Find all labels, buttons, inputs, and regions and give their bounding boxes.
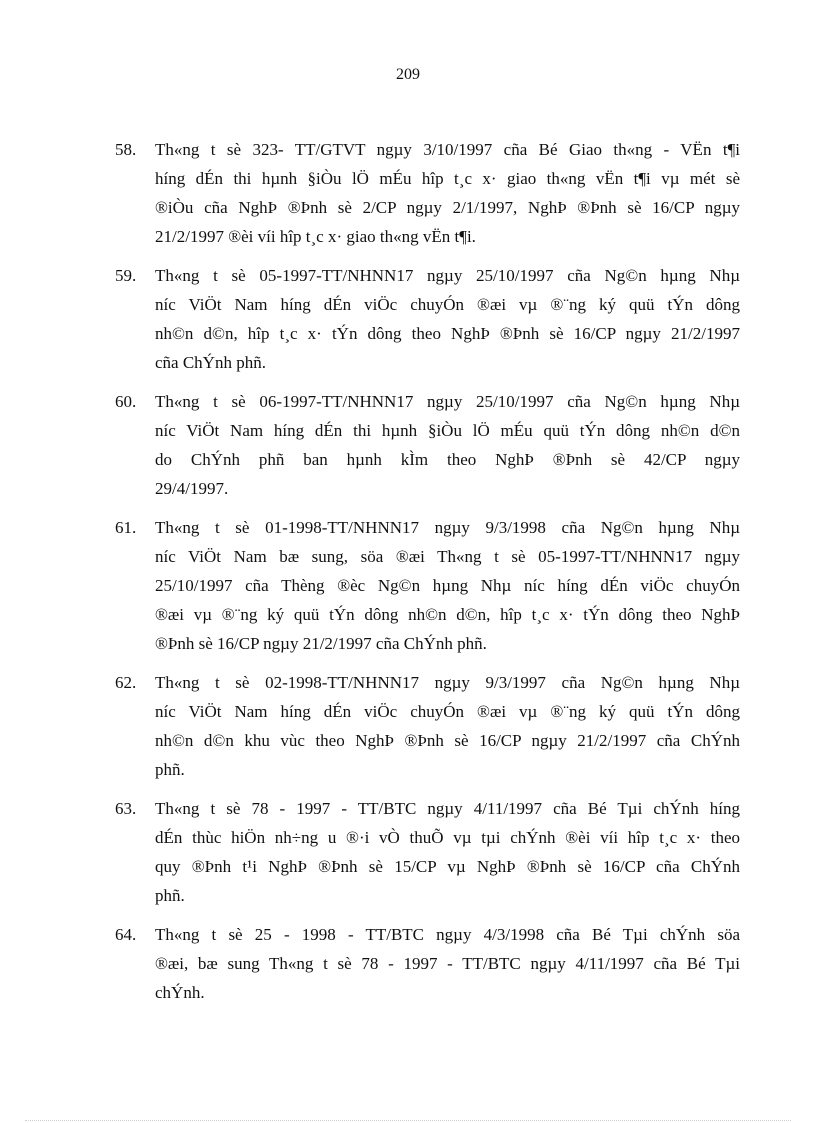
item-text — [155, 794, 740, 910]
item-line: Th«ng t sè 323- TT/GTVT ngµy 3/10/1997 cña Bé Giao th«ng - VËn t¶i — [155, 140, 740, 159]
item-line: ®æi, bæ sung Th«ng t sè 78 - 1997 - TT/BTC ngµy 4/11/1997 cña Bé Tµi — [155, 954, 740, 973]
item-number: 64. — [115, 925, 137, 944]
item-line: níc ViÖt Nam bæ sung, söa ®æi Th«ng t sè 05-1997-TT/NHNN17 ngµy — [155, 547, 740, 566]
item-text — [155, 668, 740, 784]
item-line: chÝnh. — [155, 983, 205, 1002]
list-item — [115, 387, 740, 503]
item-line: phñ. — [155, 886, 185, 905]
item-line: níc ViÖt Nam híng dÉn viÖc chuyÓn ®æi vµ ®¨ng ký quü tÝn dông — [155, 295, 740, 314]
item-text — [155, 135, 740, 251]
item-number: 58. — [115, 140, 137, 159]
item-line: Th«ng t sè 78 - 1997 - TT/BTC ngµy 4/11/1997 cña Bé Tµi chÝnh híng — [155, 799, 740, 818]
item-line: níc ViÖt Nam híng dÉn viÖc chuyÓn ®æi vµ ®¨ng ký quü tÝn dông — [155, 702, 740, 721]
item-line: ®æi vµ ®¨ng ký quü tÝn dông nh©n d©n, hîp t¸c x· tÝn dông theo NghÞ — [155, 605, 740, 624]
list-item — [115, 668, 740, 784]
list-item — [115, 261, 740, 377]
item-text — [155, 513, 740, 658]
item-line: 21/2/1997 ®èi víi hîp t¸c x· giao th«ng vËn t¶i. — [155, 227, 476, 246]
item-line: ®iÒu cña NghÞ ®Þnh sè 2/CP ngµy 2/1/1997, NghÞ ®Þnh sè 16/CP ngµy — [155, 198, 740, 217]
item-line: 29/4/1997. — [155, 479, 229, 498]
item-text — [155, 261, 740, 377]
page-bottom-divider — [25, 1120, 791, 1121]
item-line: Th«ng t sè 06-1997-TT/NHNN17 ngµy 25/10/1997 cña Ng©n hµng Nhµ — [155, 392, 740, 411]
item-number: 63. — [115, 799, 137, 818]
list-item — [115, 920, 740, 1007]
item-number: 59. — [115, 266, 137, 285]
list-item — [115, 794, 740, 910]
item-text — [155, 920, 740, 1007]
legal-document-list — [115, 135, 740, 1017]
page-number: 209 — [396, 66, 420, 83]
item-line: Th«ng t sè 05-1997-TT/NHNN17 ngµy 25/10/1997 cña Ng©n hµng Nhµ — [155, 266, 740, 285]
item-number: 62. — [115, 673, 137, 692]
item-line: nh©n d©n, hîp t¸c x· tÝn dông theo NghÞ ®Þnh sè 16/CP ngµy 21/2/1997 — [155, 324, 740, 343]
item-line: 25/10/1997 cña Thèng ®èc Ng©n hµng Nhµ níc híng dÉn viÖc chuyÓn — [155, 576, 740, 595]
item-line: níc ViÖt Nam híng dÉn thi hµnh §iÒu lÖ mÉu quü tÝn dông nh©n d©n — [155, 421, 740, 440]
item-line: do ChÝnh phñ ban hµnh kÌm theo NghÞ ®Þnh sè 42/CP ngµy — [155, 450, 740, 469]
item-number: 60. — [115, 392, 137, 411]
item-text — [155, 387, 740, 503]
item-line: Th«ng t sè 02-1998-TT/NHNN17 ngµy 9/3/1997 cña Ng©n hµng Nhµ — [155, 673, 740, 692]
list-item — [115, 135, 740, 251]
item-line: Th«ng t sè 25 - 1998 - TT/BTC ngµy 4/3/1998 cña Bé Tµi chÝnh söa — [155, 925, 740, 944]
item-line: dÉn thùc hiÖn nh÷ng u ®·i vÒ thuÕ vµ tµi chÝnh ®èi víi hîp t¸c x· theo — [155, 828, 740, 847]
item-line: phñ. — [155, 760, 185, 779]
item-line: híng dÉn thi hµnh §iÒu lÖ mÉu hîp t¸c x· giao th«ng vËn t¶i vµ mét sè — [155, 169, 740, 188]
item-line: cña ChÝnh phñ. — [155, 353, 266, 372]
item-line: Th«ng t sè 01-1998-TT/NHNN17 ngµy 9/3/1998 cña Ng©n hµng Nhµ — [155, 518, 740, 537]
item-number: 61. — [115, 518, 137, 537]
item-line: ®Þnh sè 16/CP ngµy 21/2/1997 cña ChÝnh phñ. — [155, 634, 487, 653]
item-line: quy ®Þnh t¹i NghÞ ®Þnh sè 15/CP vµ NghÞ ®Þnh sè 16/CP cña ChÝnh — [155, 857, 740, 876]
list-item — [115, 513, 740, 658]
item-line: nh©n d©n khu vùc theo NghÞ ®Þnh sè 16/CP ngµy 21/2/1997 cña ChÝnh — [155, 731, 740, 750]
